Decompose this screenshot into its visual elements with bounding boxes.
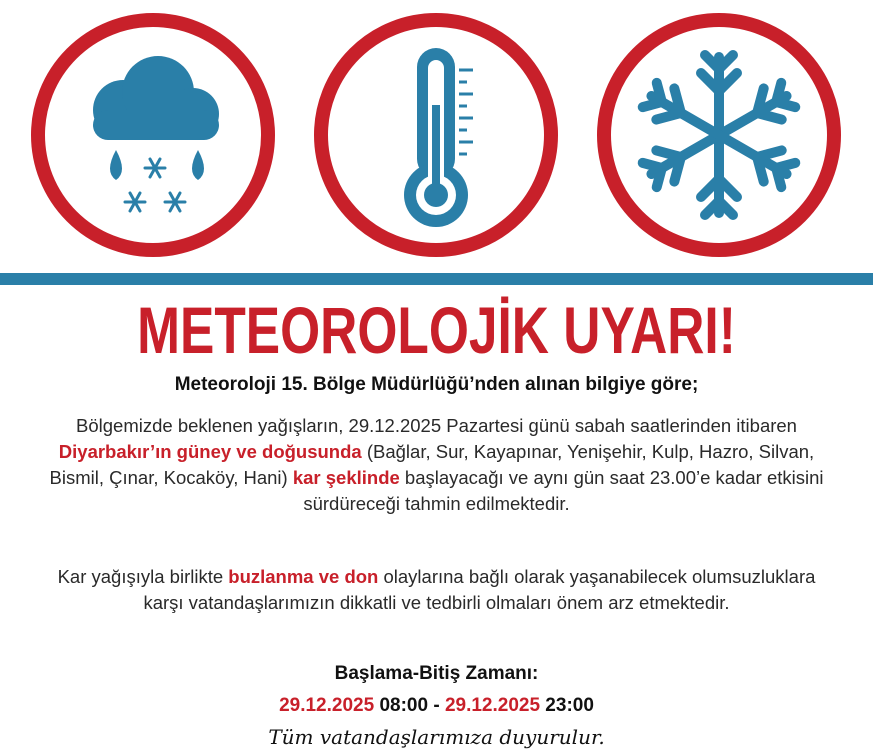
blue-divider [0,273,873,285]
rain-snow-cloud-icon [28,10,278,260]
period-range [0,694,873,718]
end-date: 29.12.2025 [444,695,541,716]
snowflake-icon [594,10,844,260]
period-label: Başlama-Bitiş Zamanı: [334,663,539,684]
forecast-text-2: (Bağlar, Sur, Kayapınar, Yenişehir, Kulp, Hazro, Silvan, Bismil, Çınar, Kocaköy, Hani) [49,441,815,488]
warning-text-1: Kar yağışıyla birlikte [57,566,229,587]
forecast-paragraph [40,413,833,517]
forecast-text-3: başlayacağı ve aynı gün saat 23.00’e kadar etkisini sürdüreceği tahmin edilmektedir. [303,467,824,514]
icons-row [0,0,873,270]
end-time: 23:00 [540,695,594,716]
forecast-text-1: Bölgemizde beklenen yağışların, 29.12.2025 Pazartesi günü sabah saatlerinden itibaren [76,415,797,436]
forecast-highlight-snow: kar şeklinde [292,467,400,488]
closing-note: Tüm vatandaşlarımıza duyurulur. [268,725,605,749]
start-date: 29.12.2025 [279,695,375,716]
source-subtitle: Meteoroloji 15. Bölge Müdürlüğü’nden alınan bilgiye göre; [174,374,699,395]
thermometer-icon [311,10,561,260]
page-title: METEOROLOJİK UYARI! [137,293,736,367]
warning-highlight-ice: buzlanma ve don [228,566,379,587]
warning-paragraph [40,564,833,616]
forecast-highlight-region: Diyarbakır’ın güney ve doğusunda [58,441,362,462]
warning-text-2: olaylarına bağlı olarak yaşanabilecek olumsuzluklara karşı vatandaşlarımızın dikkatli ve tedbirli olmaları önem arz etmektedir. [143,566,816,613]
start-time: 08:00 - [374,695,445,716]
